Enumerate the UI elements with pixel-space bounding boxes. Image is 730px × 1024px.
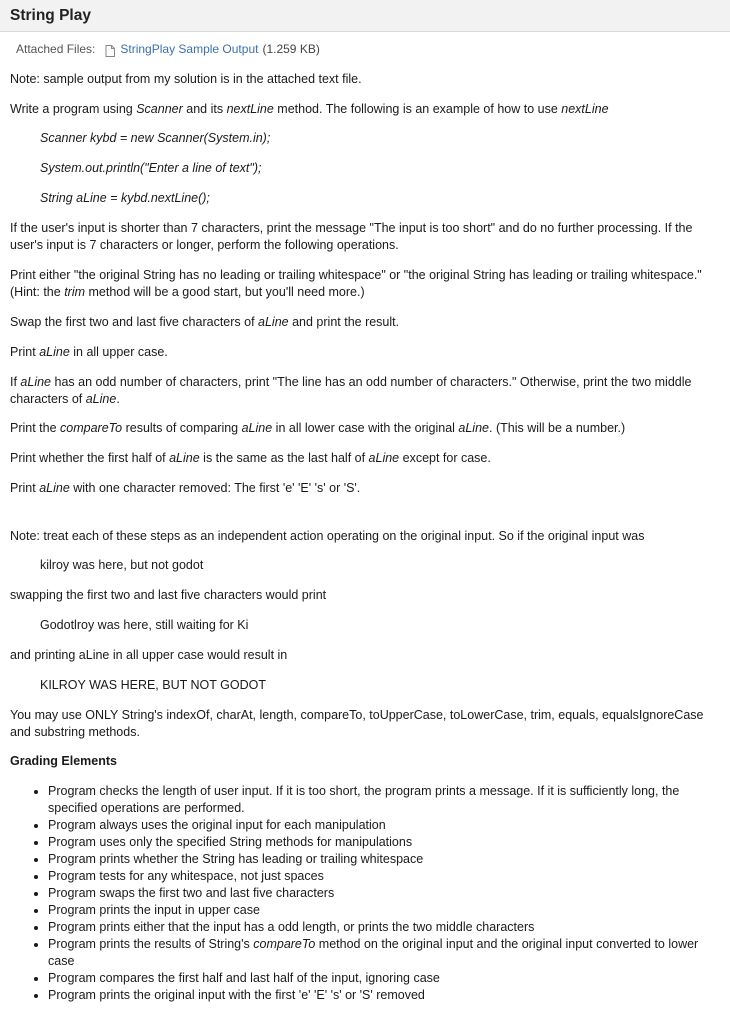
grading-item: • Program prints the original input with the first 'e' 'E' 's' or 'S' removed xyxy=(48,987,720,1004)
rule-odd: If aLine has an odd number of characters, print "The line has an odd number of characters." Otherwise, print the two middle characters of aLine. xyxy=(10,375,692,406)
example-upper-result: KILROY WAS HERE, BUT NOT GODOT xyxy=(40,678,266,692)
example-swap-label: swapping the first two and last five characters would print xyxy=(10,588,327,602)
example-note: Note: treat each of these steps as an independent action operating on the original input. So if the original input was xyxy=(10,529,645,543)
grading-item: • Program prints either that the input has a odd length, or prints the two middle characters xyxy=(48,919,720,936)
page-title: String Play xyxy=(10,7,91,24)
grading-item: • Program prints the results of String's compareTo method on the original input and the original input converted to lower case xyxy=(48,936,720,970)
rule-remove: Print aLine with one character removed: The first 'e' 'E' 's' or 'S'. xyxy=(10,481,361,495)
title-bar xyxy=(0,0,730,32)
example-input: kilroy was here, but not godot xyxy=(40,558,204,572)
rule-half: Print whether the first half of aLine is the same as the last half of aLine except for case. xyxy=(10,451,491,465)
intro-write: Write a program using Scanner and its nextLine method. The following is an example of how to use nextLine xyxy=(10,102,609,116)
grading-item: • Program prints whether the String has leading or trailing whitespace xyxy=(48,851,720,868)
allowed-methods: You may use ONLY String's indexOf, charAt, length, compareTo, toUpperCase, toLowerCase, trim, equals, equalsIgnoreCase and substring methods. xyxy=(10,708,704,739)
grading-heading: Grading Elements xyxy=(10,754,117,768)
rule-upper: Print aLine in all upper case. xyxy=(10,345,168,359)
attached-file-link[interactable]: StringPlay Sample Output xyxy=(120,42,259,56)
rule-short-input: If the user's input is shorter than 7 characters, print the message "The input is too short" and do no further processing. If the user's input is 7 characters or longer, perform the following operations. xyxy=(10,221,693,252)
grading-item: • Program tests for any whitespace, not just spaces xyxy=(48,868,720,885)
rule-whitespace: Print either "the original String has no leading or trailing whitespace" or "the original String has leading or trailing whitespace." (Hint: the trim method will be a good start, but you'll need more.) xyxy=(10,268,702,299)
attached-files-label: Attached Files: xyxy=(16,42,96,56)
code-line-3: String aLine = kybd.nextLine(); xyxy=(40,191,210,205)
intro-note: Note: sample output from my solution is in the attached text file. xyxy=(10,72,362,86)
rule-swap: Swap the first two and last five characters of aLine and print the result. xyxy=(10,315,400,329)
document-icon xyxy=(105,45,115,57)
grading-item: • Program always uses the original input for each manipulation xyxy=(48,817,720,834)
rule-compareto: Print the compareTo results of comparing aLine in all lower case with the original aLine. (This will be a number.) xyxy=(10,421,626,435)
example-upper-label: and printing aLine in all upper case would result in xyxy=(10,648,288,662)
grading-item: • Program compares the first half and last half of the input, ignoring case xyxy=(48,970,720,987)
grading-item: • Program checks the length of user input. If it is too short, the program prints a message. If it is sufficiently long, the specified operations are performed. xyxy=(48,783,720,817)
grading-item: • Program swaps the first two and last five characters xyxy=(48,885,720,902)
grading-item: • Program uses only the specified String methods for manipulations xyxy=(48,834,720,851)
grading-item: • Program prints the input in upper case xyxy=(48,902,720,919)
grading-list xyxy=(10,783,720,1004)
attached-files xyxy=(16,41,320,58)
example-swap-result: Godotlroy was here, still waiting for Ki xyxy=(40,618,249,632)
attached-file-size: (1.259 KB) xyxy=(262,42,320,56)
code-line-1: Scanner kybd = new Scanner(System.in); xyxy=(40,131,271,145)
code-line-2: System.out.println("Enter a line of text"); xyxy=(40,161,262,175)
